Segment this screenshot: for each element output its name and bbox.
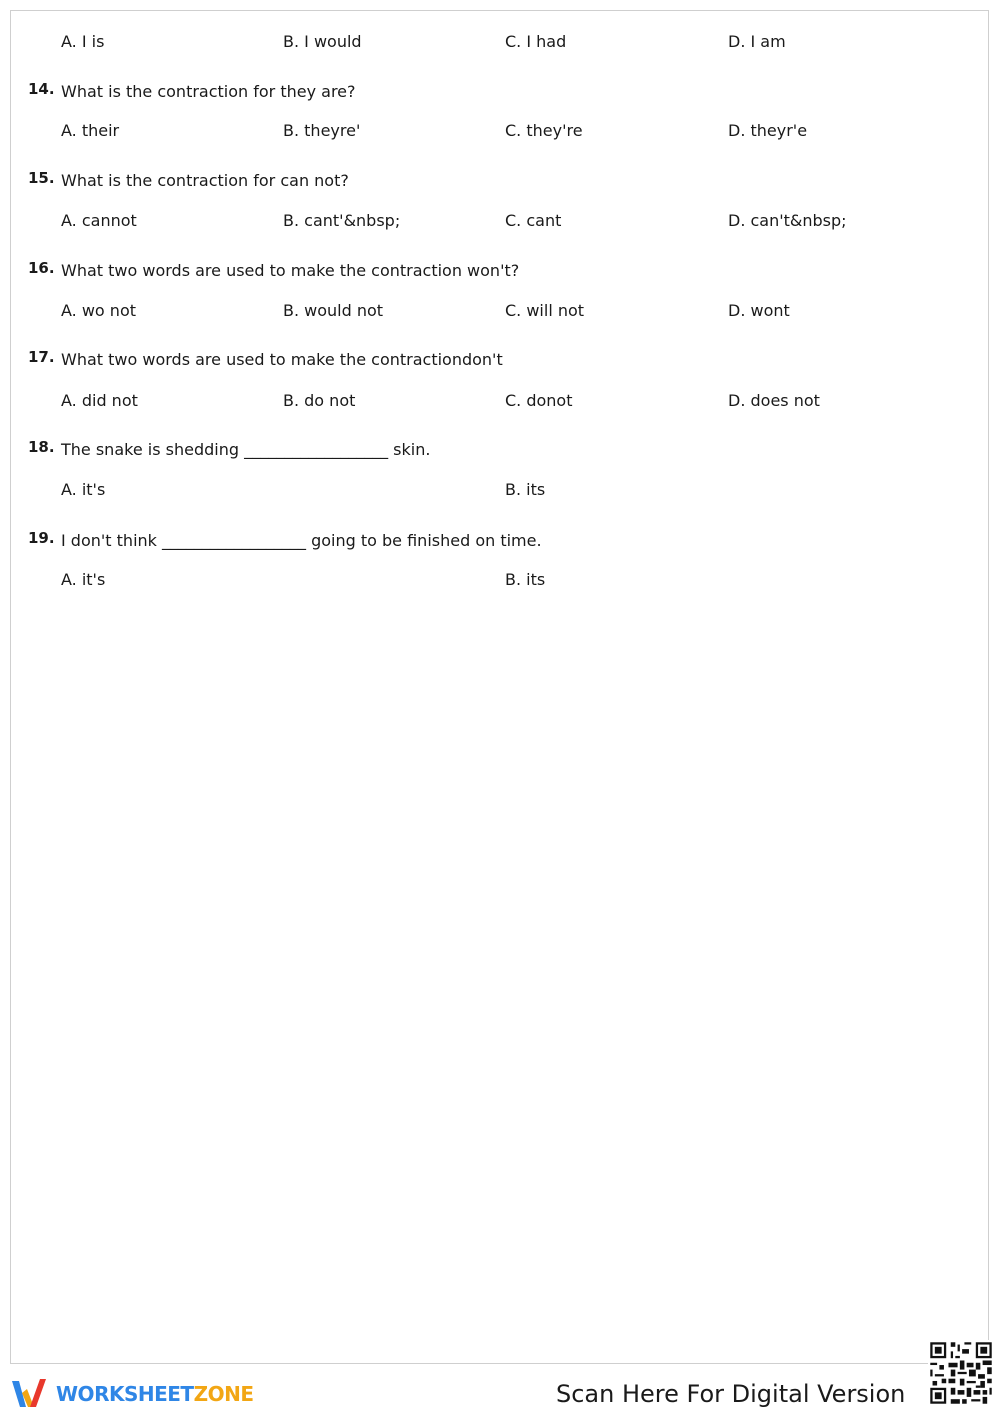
- option-b[interactable]: B. its: [505, 480, 546, 499]
- option-a[interactable]: A. their: [61, 121, 120, 140]
- option-b[interactable]: B. theyre': [283, 121, 361, 140]
- option-d[interactable]: D. theyr'e: [728, 121, 808, 140]
- brand-name: [56, 1382, 253, 1406]
- question-number: 14.: [28, 80, 55, 98]
- question-18: [11, 440, 988, 464]
- question-15-options: [11, 211, 988, 235]
- question-number: 18.: [28, 438, 55, 456]
- question-number: 19.: [28, 529, 55, 547]
- question-19: [11, 531, 988, 555]
- option-a[interactable]: A. did not: [61, 391, 138, 410]
- option-c[interactable]: C. they're: [505, 121, 583, 140]
- option-c[interactable]: C. cant: [505, 211, 562, 230]
- option-b[interactable]: B. I would: [283, 32, 362, 51]
- option-a[interactable]: A. it's: [61, 570, 106, 589]
- question-19-options: [11, 570, 988, 594]
- question-text: I don't think __________________ going to be finished on time.: [61, 531, 542, 550]
- question-15: [11, 171, 988, 195]
- question-16: [11, 261, 988, 285]
- w-logo-icon: [10, 1377, 50, 1411]
- question-13-options: [11, 32, 988, 56]
- question-number: 16.: [28, 259, 55, 277]
- page-footer: [0, 1366, 1000, 1414]
- option-d[interactable]: D. wont: [728, 301, 790, 320]
- option-c[interactable]: C. I had: [505, 32, 567, 51]
- scan-text: Scan Here For Digital Version: [556, 1380, 906, 1408]
- option-b[interactable]: B. cant'&nbsp;: [283, 211, 401, 230]
- option-b[interactable]: B. would not: [283, 301, 384, 320]
- option-d[interactable]: D. does not: [728, 391, 820, 410]
- option-d[interactable]: D. can't&nbsp;: [728, 211, 847, 230]
- option-a[interactable]: A. I is: [61, 32, 105, 51]
- option-c[interactable]: C. donot: [505, 391, 573, 410]
- option-b[interactable]: B. do not: [283, 391, 356, 410]
- question-16-options: [11, 301, 988, 325]
- question-number: 17.: [28, 348, 55, 366]
- question-text: What two words are used to make the contraction won't?: [61, 261, 520, 280]
- question-17-options: [11, 391, 988, 415]
- option-b[interactable]: B. its: [505, 570, 546, 589]
- question-14-options: [11, 121, 988, 145]
- question-text: What is the contraction for can not?: [61, 171, 349, 190]
- qr-code-icon[interactable]: [928, 1340, 994, 1406]
- worksheetzone-logo[interactable]: [10, 1376, 253, 1412]
- option-d[interactable]: D. I am: [728, 32, 786, 51]
- brand-part-1: WORKSHEET: [56, 1382, 194, 1406]
- brand-part-2: ZONE: [193, 1382, 254, 1406]
- question-14: [11, 82, 988, 106]
- worksheet-page: [10, 10, 989, 1364]
- question-text: What two words are used to make the contractiondon't: [61, 350, 503, 369]
- question-text: What is the contraction for they are?: [61, 82, 356, 101]
- option-c[interactable]: C. will not: [505, 301, 585, 320]
- question-17: [11, 350, 988, 374]
- question-number: 15.: [28, 169, 55, 187]
- question-18-options: [11, 480, 988, 504]
- option-a[interactable]: A. it's: [61, 480, 106, 499]
- question-text: The snake is shedding __________________ skin.: [61, 440, 431, 459]
- option-a[interactable]: A. wo not: [61, 301, 136, 320]
- option-a[interactable]: A. cannot: [61, 211, 137, 230]
